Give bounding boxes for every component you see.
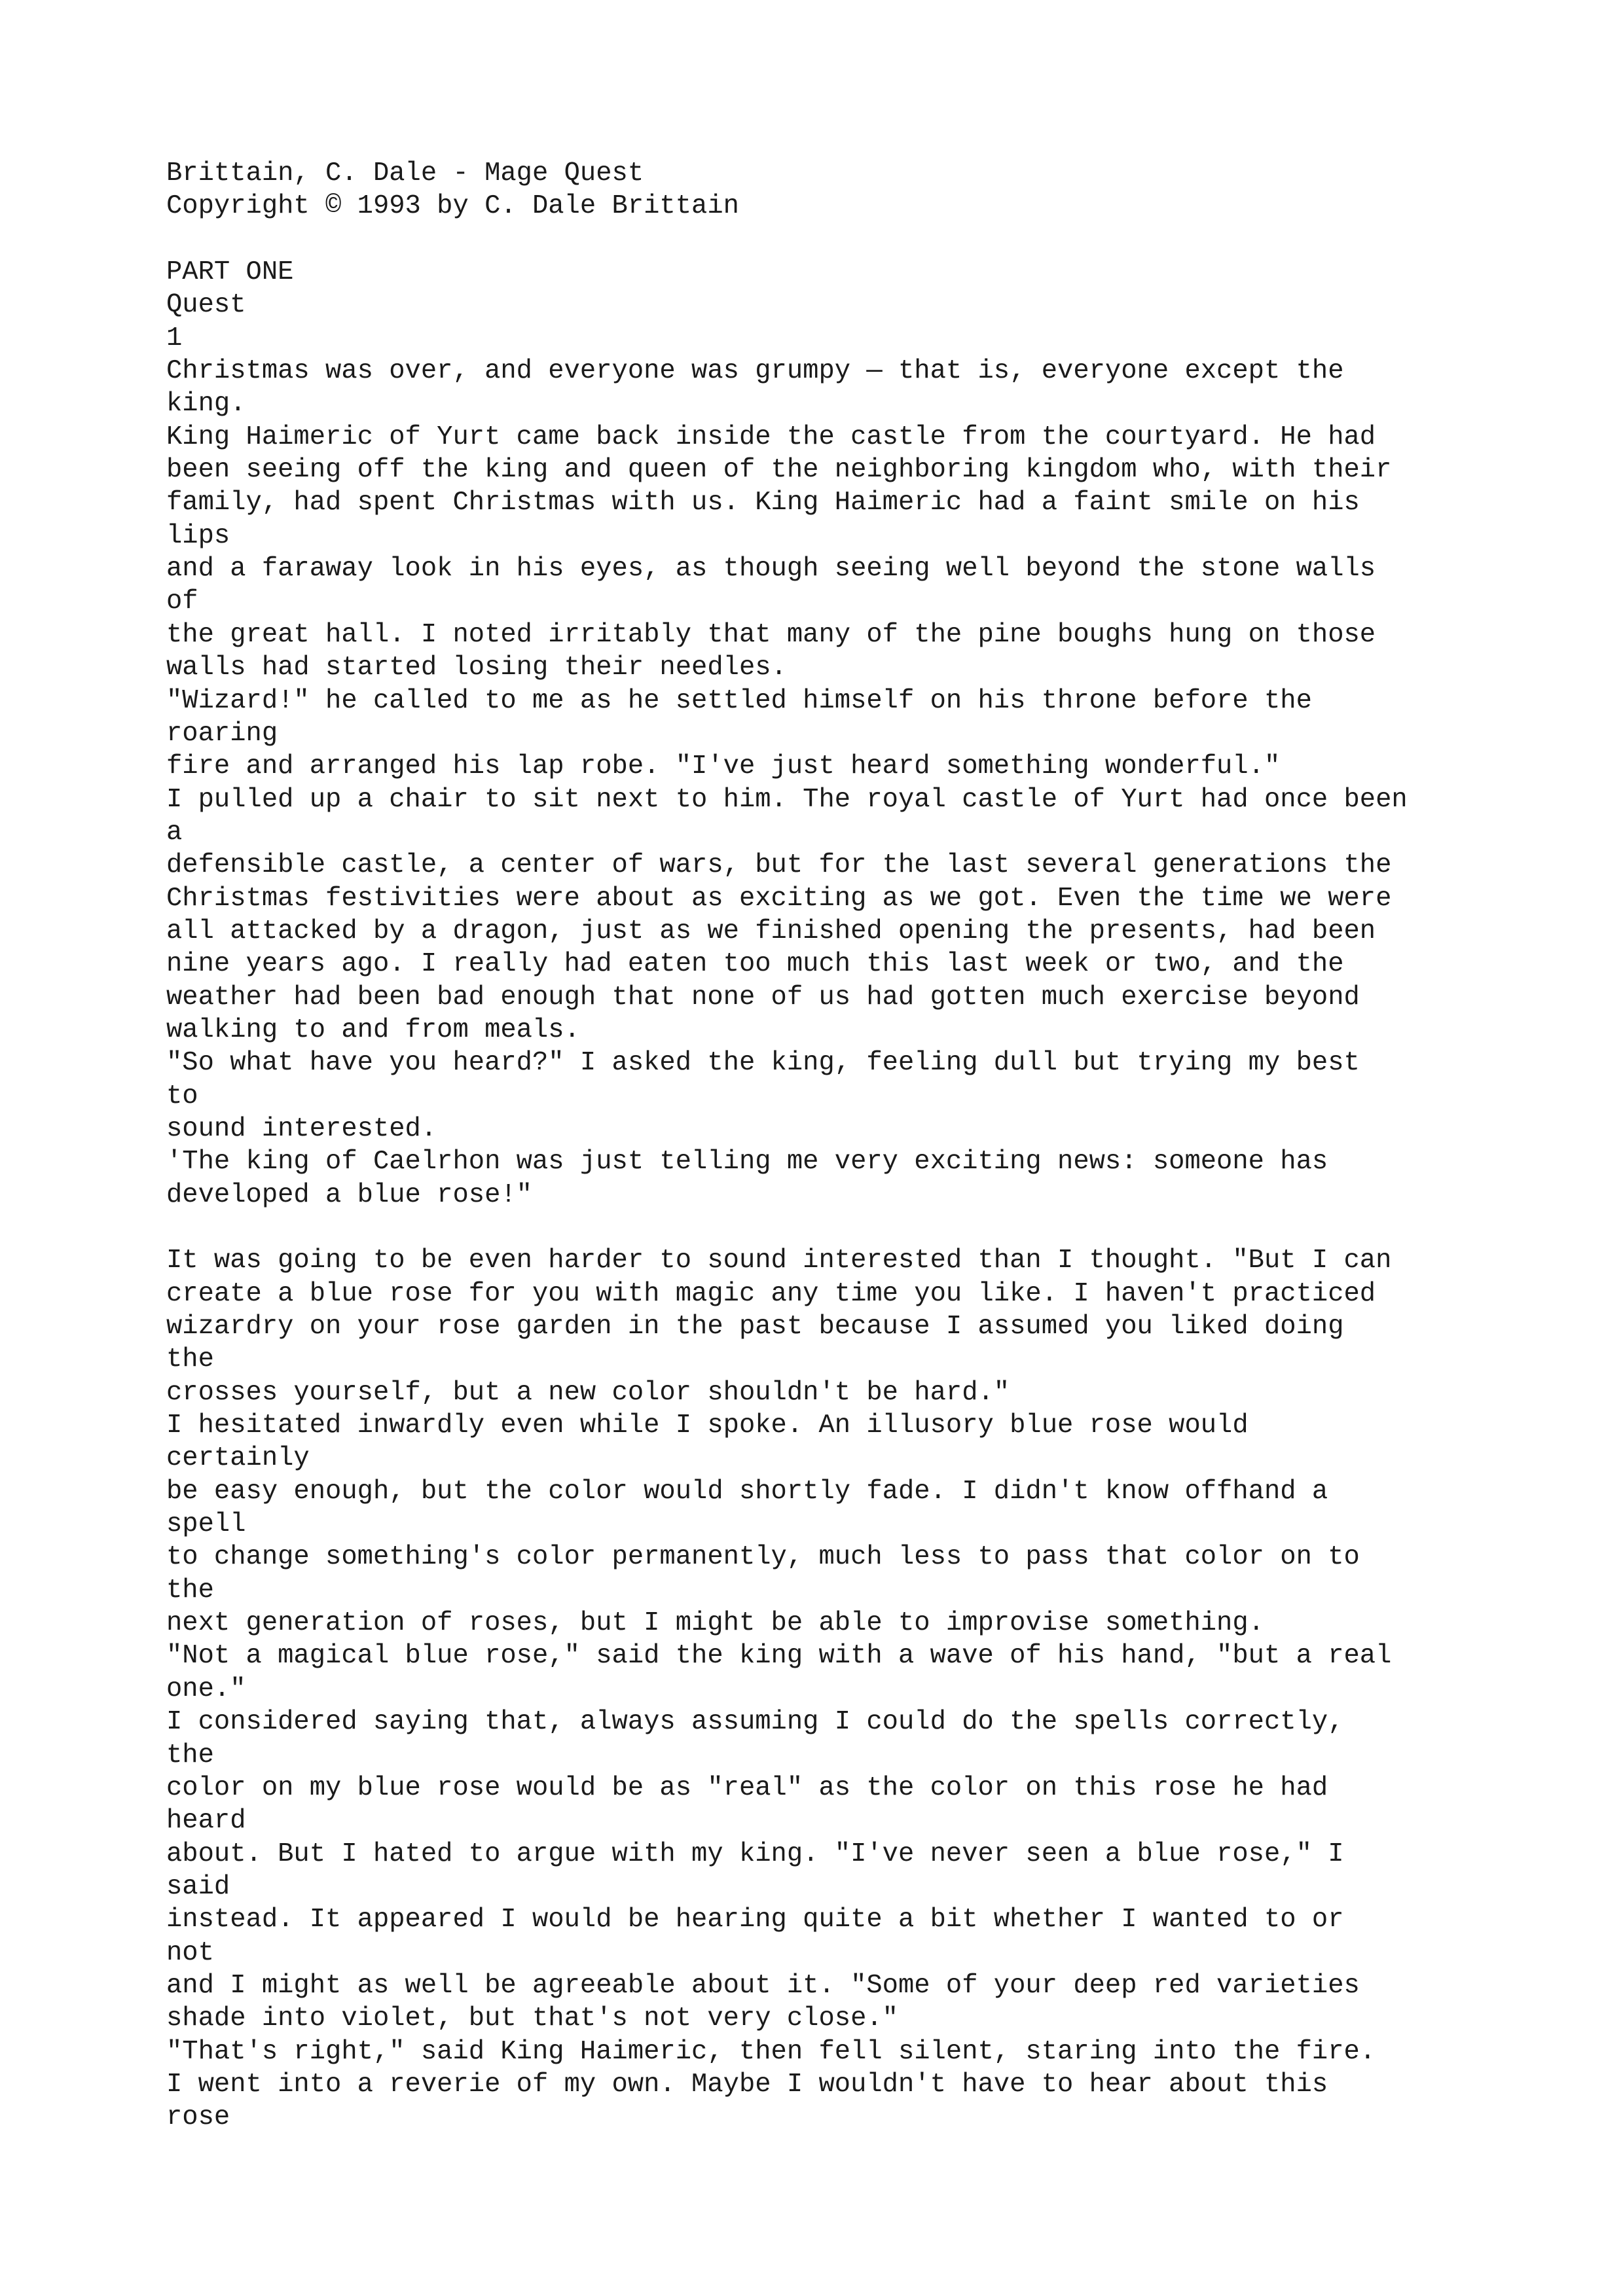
- text-line: Christmas festivities were about as exciting as we got. Even the time we were: [166, 883, 1392, 914]
- text-line: to change something's color permanently, much less to pass that color on to: [166, 1542, 1360, 1573]
- text-line: about. But I hated to argue with my king. "I've never seen a blue rose," I: [166, 1839, 1344, 1869]
- text-line: wizardry on your rose garden in the past because I assumed you liked doing: [166, 1312, 1344, 1342]
- text-line: King Haimeric of Yurt came back inside the castle from the courtyard. He had: [166, 422, 1376, 452]
- text-line: and a faraway look in his eyes, as though seeing well beyond the stone walls: [166, 554, 1376, 584]
- text-line: family, had spent Christmas with us. King Haimeric had a faint smile on his: [166, 488, 1360, 518]
- text-line: of: [166, 586, 198, 617]
- text-line: create a blue rose for you with magic any time you like. I haven't practiced: [166, 1278, 1376, 1309]
- text-line: one.": [166, 1674, 246, 1704]
- text-line: instead. It appeared I would be hearing quite a bit whether I wanted to or: [166, 1905, 1344, 1935]
- text-line: roaring: [166, 718, 278, 749]
- text-line: I went into a reverie of my own. Maybe I wouldn't have to hear about this: [166, 2069, 1328, 2100]
- text-line: a: [166, 817, 183, 848]
- text-line: weather had been bad enough that none of us had gotten much exercise beyond: [166, 982, 1360, 1013]
- text-line: I considered saying that, always assuming I could do the spells correctly,: [166, 1707, 1344, 1738]
- text-line: PART ONE: [166, 257, 294, 288]
- text-line: all attacked by a dragon, just as we finished opening the presents, had been: [166, 916, 1376, 946]
- text-line: spell: [166, 1509, 246, 1540]
- text-line: 1: [166, 323, 183, 353]
- text-line: fire and arranged his lap robe. "I've just heard something wonderful.": [166, 751, 1281, 782]
- text-line: to: [166, 1081, 198, 1111]
- text-line: [166, 223, 1574, 256]
- text-line: Brittain, C. Dale - Mage Quest: [166, 158, 644, 188]
- text-line: 'The king of Caelrhon was just telling me very exciting news: someone has: [166, 1147, 1328, 1177]
- text-line: walls had started losing their needles.: [166, 653, 787, 683]
- text-line: the great hall. I noted irritably that many of the pine boughs hung on those: [166, 619, 1376, 650]
- text-line: crosses yourself, but a new color shouldn't be hard.": [166, 1377, 1010, 1408]
- text-line: Copyright © 1993 by C. Dale Brittain: [166, 191, 739, 222]
- text-line: [166, 1211, 1574, 1244]
- text-line: the: [166, 1344, 214, 1375]
- text-line: certainly: [166, 1443, 310, 1474]
- text-line: next generation of roses, but I might be able to improvise something.: [166, 1608, 1264, 1639]
- document-text: [166, 157, 1574, 2134]
- text-line: "Not a magical blue rose," said the king with a wave of his hand, "but a real: [166, 1641, 1392, 1672]
- text-line: I pulled up a chair to sit next to him. The royal castle of Yurt had once been: [166, 784, 1408, 815]
- text-line: defensible castle, a center of wars, but for the last several generations the: [166, 850, 1392, 881]
- text-line: color on my blue rose would be as "real" as the color on this rose he had: [166, 1772, 1328, 1803]
- text-line: nine years ago. I really had eaten too much this last week or two, and the: [166, 949, 1344, 980]
- text-line: the: [166, 1575, 214, 1605]
- text-line: I hesitated inwardly even while I spoke. An illusory blue rose would: [166, 1410, 1249, 1441]
- text-line: king.: [166, 389, 246, 420]
- text-line: Quest: [166, 290, 246, 321]
- text-line: heard: [166, 1806, 246, 1837]
- text-line: "So what have you heard?" I asked the king, feeling dull but trying my best: [166, 1048, 1360, 1079]
- text-line: rose: [166, 2102, 230, 2133]
- text-line: the: [166, 1740, 214, 1770]
- text-line: "That's right," said King Haimeric, then fell silent, staring into the fire.: [166, 2036, 1376, 2067]
- text-line: said: [166, 1871, 230, 1902]
- text-line: and I might as well be agreeable about it. "Some of your deep red varieties: [166, 1970, 1360, 2001]
- text-line: sound interested.: [166, 1113, 437, 1144]
- text-line: walking to and from meals.: [166, 1014, 580, 1045]
- text-line: It was going to be even harder to sound interested than I thought. "But I can: [166, 1246, 1392, 1276]
- text-line: shade into violet, but that's not very close.": [166, 2003, 898, 2034]
- text-line: "Wizard!" he called to me as he settled himself on his throne before the: [166, 685, 1312, 716]
- text-line: not: [166, 1937, 214, 1968]
- text-line: been seeing off the king and queen of the neighboring kingdom who, with their: [166, 455, 1392, 486]
- text-line: developed a blue rose!": [166, 1179, 532, 1210]
- text-line: lips: [166, 520, 230, 551]
- text-line: be easy enough, but the color would shortly fade. I didn't know offhand a: [166, 1476, 1328, 1507]
- text-line: Christmas was over, and everyone was grumpy — that is, everyone except the: [166, 356, 1344, 387]
